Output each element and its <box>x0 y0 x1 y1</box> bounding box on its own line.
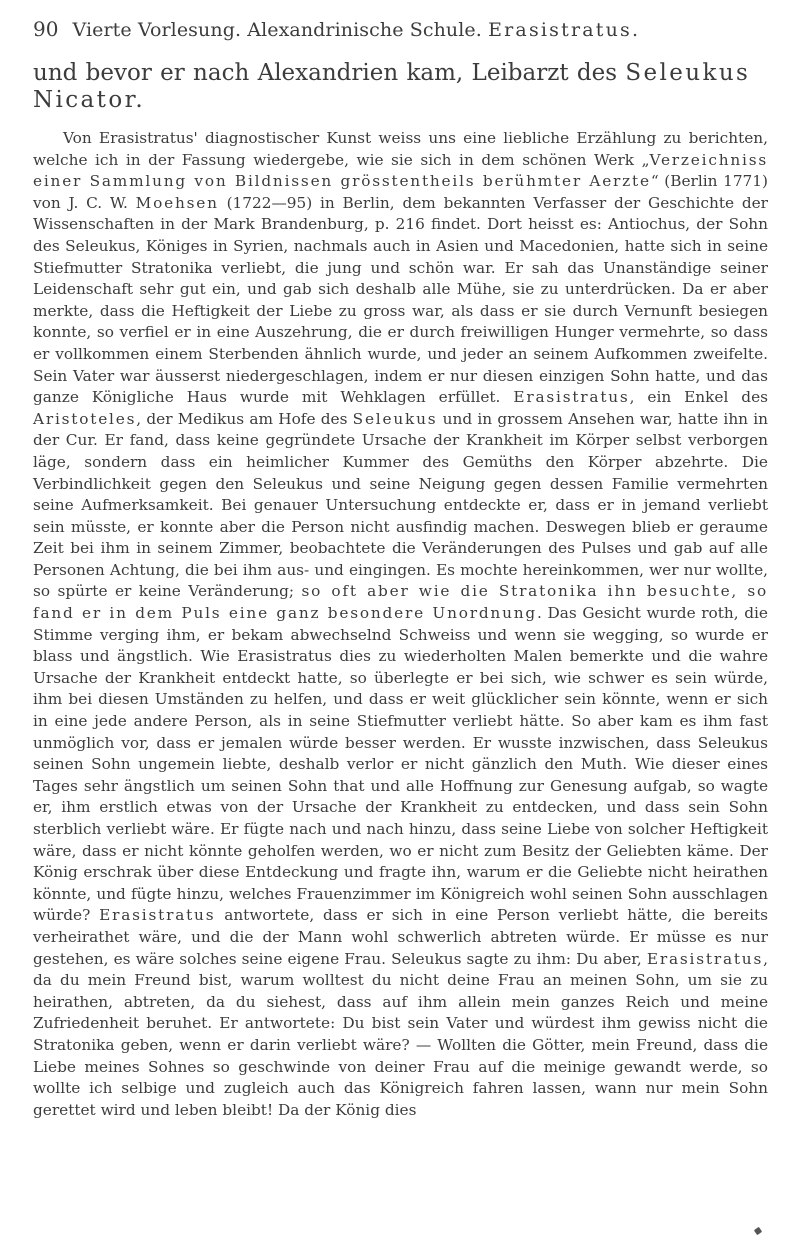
paragraph-text: “ (Berlin 1771) von J. C. W. <box>33 172 768 212</box>
lead-name: Seleukus Nicator. <box>33 60 751 113</box>
continued-paragraph <box>33 60 768 114</box>
paragraph-text: (1722—95) in Berlin, dem bekannten Verfasser der Geschichte der Wissenschaften in der Mark Brandenburg, p. 216 findet. Dort heisst es: Antiochus, der Sohn des Seleukus, Königes in Syrien, nachmals auch in Asien und Macedonien, hatte sich in seine Stiefmutter Stratonika verliebt, die jung und schön war. Er sah das Unanständige seiner Leidenschaft sehr gut ein, und gab sich deshalb alle Mühe, sie zu unterdrücken. Da er aber merkte, dass die Heftigkeit der Liebe zu gross war, als dass er sie durch Vernunft besiegen konnte, so verfiel er in eine Auszehrung, die er durch freiwilligen Hunger vermehrte, so dass er vollkommen einem Sterbenden ähnlich wurde, und jeder an seinem Aufkommen zweifelte. Sein Vater war äusserst niedergeschlagen, indem er nur diesen einzigen Sohn hatte, und das ganze Königliche Haus wurde mit Wehklagen erfüllet. <box>33 193 768 407</box>
lead-text: und bevor er nach Alexandrien kam, Leibarzt des <box>33 60 618 86</box>
book-page <box>33 16 768 1121</box>
running-head <box>72 17 640 43</box>
running-head-title: Vierte Vorlesung. Alexandrinische Schule. <box>72 19 482 41</box>
paragraph-text: antwortete, dass er sich in eine Person verliebt hätte, die bereits verheirathet wäre, und die der Mann wohl schwerlich abtreten würde. Er müsse es nur gestehen, es wäre solches seine eigene Frau. Seleukus sagte zu ihm: Du aber, <box>33 906 768 968</box>
page-header <box>33 16 768 46</box>
paragraph-text: . Das Gesicht wurde roth, die Stimme verging ihm, er bekam abwechselnd Schweiss und wenn sie wegging, so wurde er blass und ängstlich. Wie Erasistratus dies zu wiederholten Malen bemerkte und die wahre Ursache der Krankheit entdeckt hatte, so überlegte er bei sich, wie schwer es sein würde, ihm bei diesen Umständen zu helfen, und dass er weit glücklicher sein könnte, wenn er sich in eine jede andere Person, als in seine Stiefmutter verliebt hätte. So aber kam es ihm fast unmöglich vor, dass er jemalen würde besser werden. Er wusste inzwischen, dass Seleukus seinen Sohn ungemein liebte, deshalb verlor er nicht gänzlich den Muth. Wie dieser eines Tages sehr ängstlich um seinen Sohn that und alle Hoffnung zur Genesung aufgab, so wagte er, ihm erstlich etwas von der Ursache der Krankheit zu entdecken, und dass sein Sohn sterblich verliebt wäre. Er fügte nach und nach hinzu, dass seine Liebe von solcher Heftigkeit wäre, dass er nicht könnte geholfen werden, wo er nicht zum Besitz der Geliebten käme. Der König erschrak über diese Entdeckung und fragte ihn, warum er die Geliebte nicht heirathen könnte, und fügte hinzu, welches Frauenzimmer im Königreich wohl seinen Sohn ausschlagen würde? <box>33 604 768 925</box>
printer-mark <box>754 1227 762 1235</box>
body-text <box>33 128 768 1121</box>
running-head-name: Erasistratus. <box>488 19 641 41</box>
paragraph-text: und in grossem Ansehen war, hatte ihn in der Cur. Er fand, dass keine gegründete Ursache der Krankheit im Körper selbst verborgen läge, sondern dass ein heimlicher Kummer des Gemüths den Körper abzehrte. Die Verbindlichkeit gegen den Seleukus und seine Neigung gegen dessen Familie vermehrten seine Aufmerksamkeit. Bei genauer Untersuchung entdeckte er, dass er in jemand verliebt sein müsste, er konnte aber die Person nicht ausfindig machen. Deswegen blieb er geraume Zeit bei ihm in seinem Zimmer, beobachtete die Veränderungen des Pulses und gab auf alle Personen Achtung, die bei ihm aus- und eingingen. Es mochte hereinkommen, wer nur wollte, so spürte er keine Veränderung; <box>33 409 769 601</box>
paragraph-text: , da du mein Freund bist, warum wolltest du nicht deine Frau an meinen Sohn, um sie zu heirathen, abtreten, da du siehest, dass auf ihm allein mein ganzes Reich und meine Zufriedenheit beruhet. Er antwortete: Du bist sein Vater und würdest ihm gewiss nicht die Stratonika geben, wenn er darin verliebt wäre? — Wollten die Götter, mein Freund, dass die Liebe meines Sohnes so geschwinde von deiner Frau auf die meinige gewandt werde, so wollte ich selbige und zugleich auch das Königreich fahren lassen, wann nur mein Sohn gerettet wird und leben bleibt! Da der König dies <box>33 949 768 1119</box>
emphasized-text: Moehsen <box>135 193 219 212</box>
emphasized-text: Erasistratus <box>646 949 764 968</box>
emphasized-text: Seleukus <box>352 409 438 428</box>
emphasized-text: Erasistratus <box>513 388 630 407</box>
page-number: 90 <box>33 17 59 41</box>
paragraph-text: , ein Enkel des <box>629 388 768 407</box>
paragraph-text: , der Medikus am Hofe des <box>136 409 353 428</box>
paragraph-text: Von Erasistratus' diagnostischer Kunst weiss uns eine liebliche Erzählung zu berichten, welche ich in der Fassung wiedergebe, wie sie sich in dem schönen Werk „ <box>33 129 768 169</box>
paragraph <box>33 128 768 1121</box>
emphasized-text: so oft aber wie die Stratonika ihn besuchte, so fand er in dem Puls eine ganz besondere Unordnung <box>33 582 768 623</box>
emphasized-text: Erasistratus <box>99 906 216 925</box>
emphasized-text: Verzeichniss einer Sammlung von Bildnissen grösstentheils berühmter Aerzte <box>33 150 768 191</box>
emphasized-text: Aristoteles <box>33 409 137 428</box>
